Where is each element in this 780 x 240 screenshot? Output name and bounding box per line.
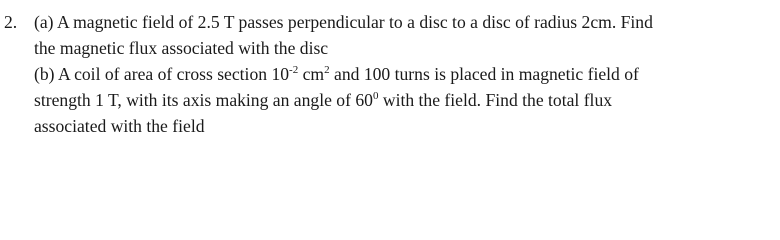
exponent-minus-two: -2 bbox=[289, 64, 299, 77]
question-number: 2. bbox=[4, 12, 18, 32]
part-a-line-2: the magnetic flux associated with the disc bbox=[34, 38, 329, 58]
part-a-line-1: (a) A magnetic field of 2.5 T passes perpendicular to a disc to a disc of radius 2cm. Find bbox=[34, 12, 653, 32]
part-b-line-1 bbox=[34, 61, 776, 87]
part-b-line-1-text-end: and 100 turns is placed in magnetic field of bbox=[329, 64, 639, 84]
part-b-line-1-text-start: (b) A coil of area of cross section 10 bbox=[34, 64, 290, 84]
part-b-line-2-text-start: strength 1 T, with its axis making an angle of 60 bbox=[34, 90, 373, 110]
exponent-two: 2 bbox=[324, 64, 330, 77]
part-b-line-2 bbox=[34, 87, 776, 113]
question-block bbox=[4, 9, 776, 139]
part-b-line-3: associated with the field bbox=[34, 116, 205, 136]
part-b-line-2-text-end: with the field. Find the total flux bbox=[378, 90, 613, 110]
degree-mark: 0 bbox=[372, 90, 379, 103]
unit-cm: cm bbox=[298, 64, 325, 84]
question-body bbox=[34, 9, 776, 139]
